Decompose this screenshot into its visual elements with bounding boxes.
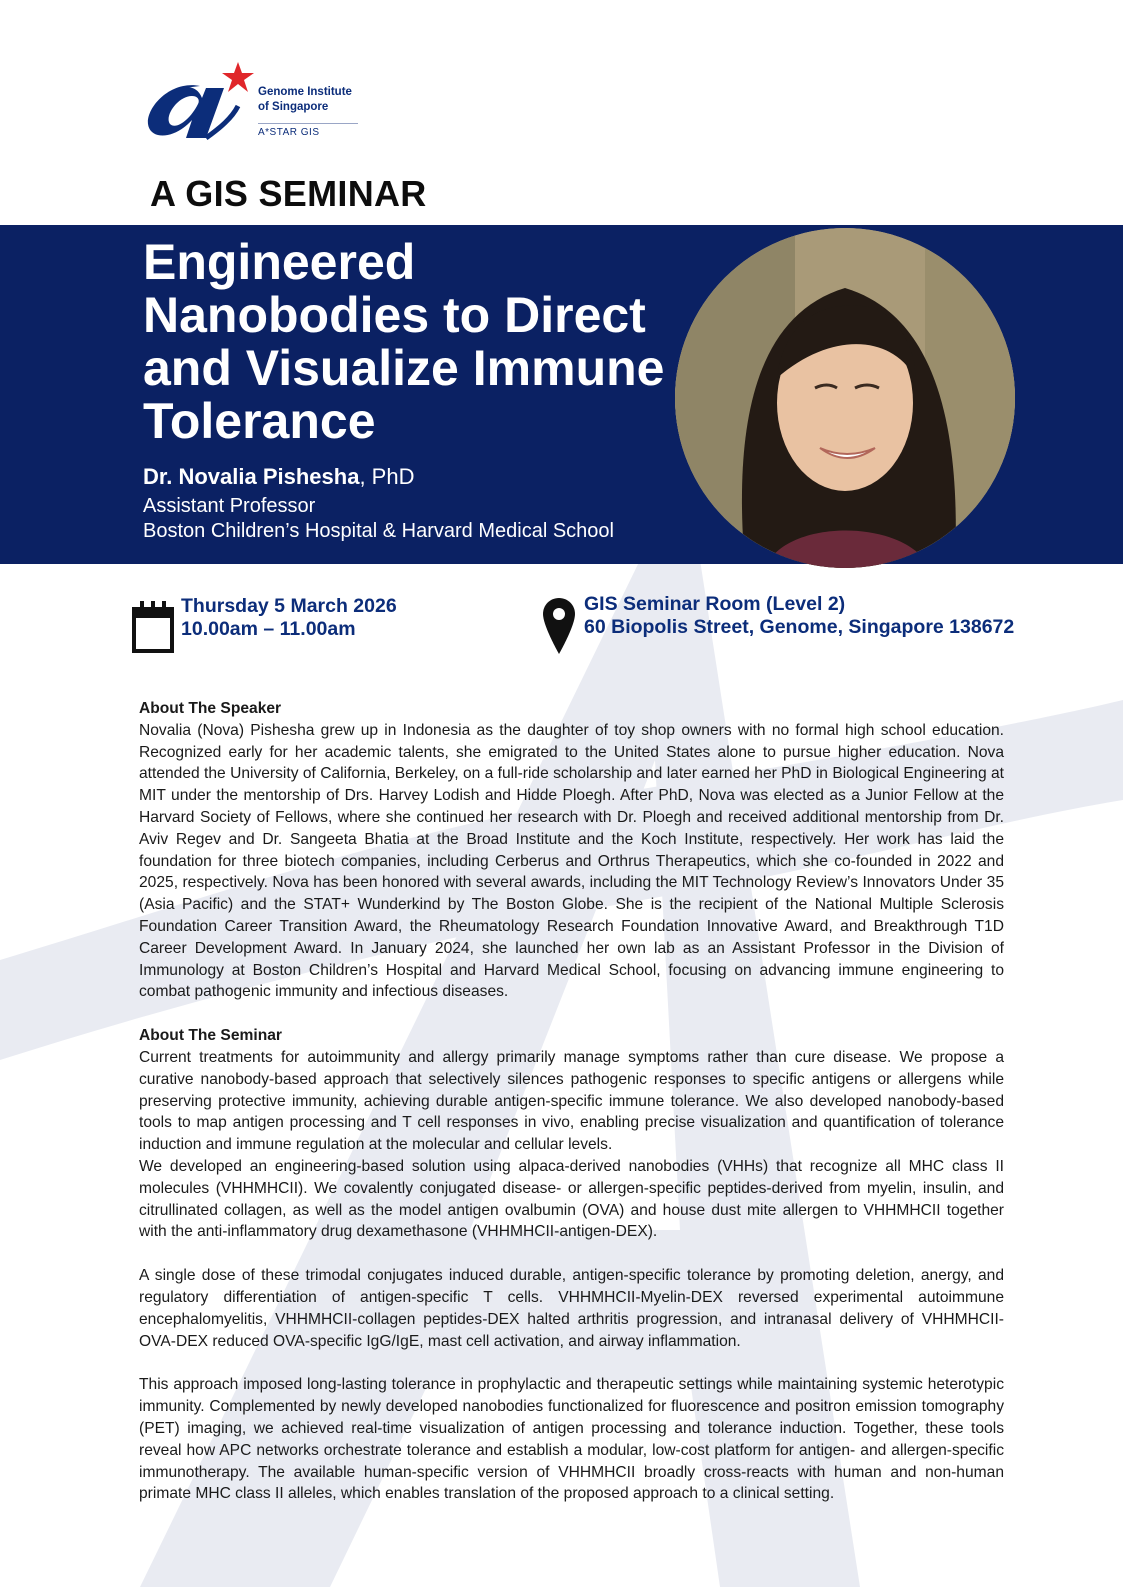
seminar-paragraph: A single dose of these trimodal conjugates induced durable, antigen-specific tolerance by promoting deletion, anergy, and regulatory differentiation of antigen-specific T cells. VHHMHCII-Myelin-DEX reversed experimental autoimmune encephalomyelitis, VHHMHCII-collagen peptides-DEX halted arthritis progression, and intranasal delivery of VHHMHCII-OVA-DEX reduced OVA-specific IgG/IgE, mast cell activation, and airway inflammation. [139,1267,1004,1350]
speaker-name-line [143,464,414,490]
logo-subtitle: A*STAR GIS [258,127,320,138]
logo-line2: of Singapore [258,101,329,113]
seminar-title: Engineered Nanobodies to Direct and Visualize Immune Tolerance [143,234,665,449]
map-pin-icon [543,598,575,654]
seminar-paragraph: Current treatments for autoimmunity and allergy primarily manage symptoms rather than cure disease. We propose a curative nanobody-based approach that selectively silences pathogenic responses to specific antigens or allergens while preserving protective immunity, achieving durable antigen-specific immune tolerance. We also developed nanobody-based tools to map antigen processing and T cell responses in vivo, enabling precise visualization and quantification of tolerance induction and immune regulation at the molecular and cellular levels. [139,1048,1004,1154]
speaker-name: Dr. Novalia Pishesha [143,464,360,489]
event-time: 10.00am – 11.00am [181,618,356,640]
event-date: Thursday 5 March 2026 [181,595,397,617]
gis-logo [140,58,365,148]
about-speaker-body: Novalia (Nova) Pishesha grew up in Indonesia as the daughter of toy shop owners with no formal high school education. Recognized early for her academic talents, she emigrated to the United States alone to pursue higher education. Nova attended the University of California, Berkeley, on a full-ride scholarship and later earned her PhD in Biological Engineering at MIT under the mentorship of Drs. Harvey Lodish and Hidde Ploegh. After PhD, Nova was elected as a Junior Fellow at the Harvard Society of Fellows, where she continued her research with Dr. Ploegh and received additional mentorship from Dr. Aviv Regev and Dr. Sangeeta Bhatia at the Broad Institute and the Koch Institute, respectively. Her work has laid the foundation for three biotech companies, including Cerberus and Orthrus Therapeutics, which she co-founded in 2022 and 2025, respectively. Nova has been honored with several awards, including the MIT Technology Review’s Innovators Under 35 (Asia Pacific) and the STAT+ Wunderkind by The Boston Globe. She is the recipient of the National Multiple Sclerosis Foundation Career Transition Award, the Rheumatology Research Foundation Innovative Award, and Breakthrough T1D Career Development Award. In January 2024, she launched her own lab as an Assistant Professor in the Division of Immunology at Boston Children’s Hospital and Harvard Medical School, focusing on advancing immune engineering to combat pathogenic immunity and infectious diseases. [139,721,1004,1001]
speaker-position: Assistant Professor [143,495,316,517]
event-address: 60 Biopolis Street, Genome, Singapore 138672 [584,616,1015,638]
main-content [139,698,1004,1505]
logo-wordmark [258,85,352,115]
speaker-role [143,494,614,544]
speaker-degree: , PhD [359,464,415,489]
about-speaker-heading: About The Speaker [139,700,282,717]
speaker-portrait [675,228,1015,568]
calendar-icon [132,601,174,653]
event-location [584,593,1014,639]
speaker-affiliation: Boston Children’s Hospital & Harvard Medical School [143,520,614,542]
about-seminar-heading: About The Seminar [139,1027,282,1045]
speaker-photo [675,228,1015,568]
logo-line1: Genome Institute [258,86,352,98]
seminar-paragraph: This approach imposed long-lasting tolerance in prophylactic and therapeutic settings while maintaining systemic heterotypic immunity. Complemented by newly developed nanobodies functionalized for fluorescence and positron emission tomography (PET) imaging, we achieved real-time visualization of antigen processing and tolerance induction. Together, these tools reveal how APC networks orchestrate tolerance and establish a modular, low-cost platform for antigen- and allergen-specific immunotherapy. The available human-specific version of VHHMHCII broadly cross-reacts with human and non-human primate MHC class II alleles, which enables translation of the proposed approach to a clinical setting. [139,1376,1004,1503]
event-datetime [181,595,397,641]
logo-divider [258,123,358,124]
seminar-paragraph: We developed an engineering-based solution using alpaca-derived nanobodies (VHHs) that recognize all MHC class II molecules (VHHMHCII). We covalently conjugated disease- or allergen-specific peptides-derived from myelin, insulin, and citrullinated collagen, as well as the model antigen ovalbumin (OVA) and house dust mite allergen to VHHMHCII together with the anti-inflammatory drug dexamethasone (VHHMHCII-antigen-DEX). [139,1157,1004,1241]
astar-logo-icon [140,58,255,148]
seminar-kicker: A GIS SEMINAR [150,173,427,214]
event-room: GIS Seminar Room (Level 2) [584,593,846,615]
